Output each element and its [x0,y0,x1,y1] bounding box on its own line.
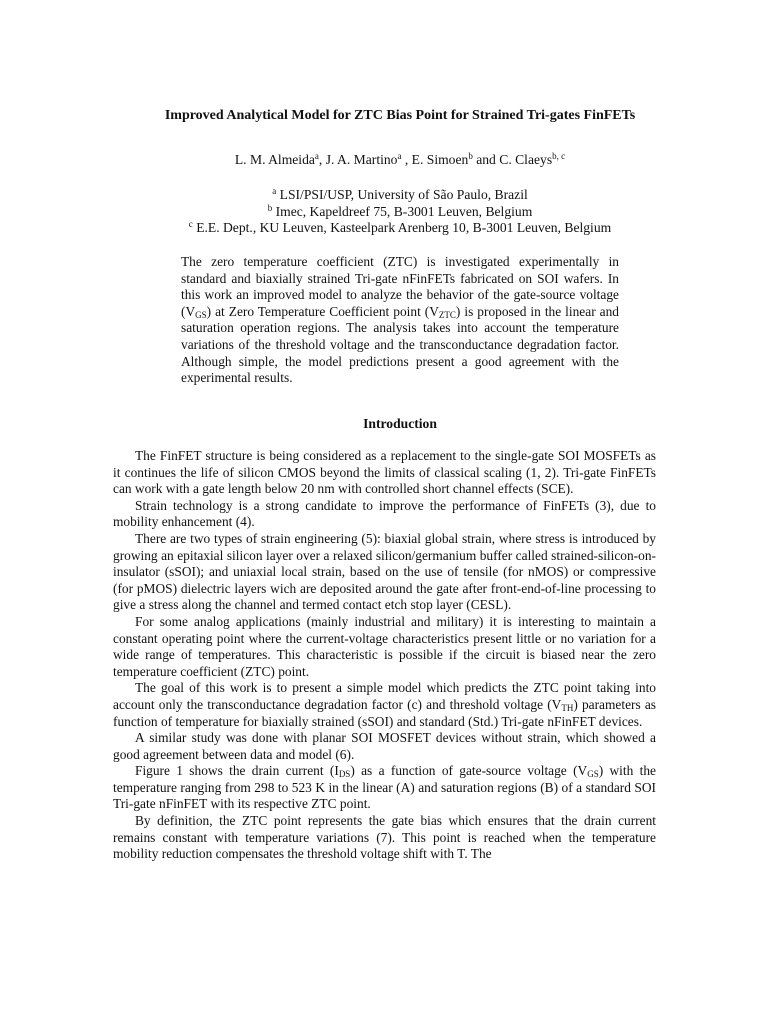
paragraph: A similar study was done with planar SOI MOSFET devices without strain, which showed a good agreement between data and model (6). [113,730,656,762]
author-separator: , [401,152,412,167]
author-affiliation-mark: b [468,151,473,161]
author-affiliation-mark: a [397,151,402,161]
affiliation-list [100,187,700,237]
affiliation-mark: a [272,186,277,196]
abstract [181,254,619,387]
author-affiliation-mark: a [314,151,319,161]
paragraph [113,763,656,813]
author-separator: and [472,152,500,167]
paragraph: The FinFET structure is being considered as a replacement to the single-gate SOI MOSFETs as it continues the life of silicon CMOS beyond the limits of classical scaling (1, 2). Tri-gate FinFETs can work with a gate length below 20 nm with controlled short channel effects (SCE). [113,448,656,497]
affiliation-mark: b [267,202,273,213]
paragraph-subscript: TH [561,702,574,713]
introduction-body [113,448,656,863]
abstract-text: ) at Zero Temperature Coefficient point (V [206,303,439,319]
author-separator: , [318,152,326,167]
affiliation-line [100,204,700,221]
paragraph-text: Figure 1 shows the drain current (I [135,763,339,779]
abstract-subscript: ZTC [438,309,456,320]
paper-title: Improved Analytical Model for ZTC Bias Point for Strained Tri-gates FinFETs [164,108,636,123]
paragraph-text: The goal of this work is to present a simple model which predicts the ZTC point taking into account only the transconductance degradation factor (c) and threshold voltage (V [113,680,656,712]
author-name: E. Simoen [411,152,469,167]
section-heading-introduction: Introduction [363,416,437,431]
paragraph: By definition, the ZTC point represents the gate bias which ensures that the drain current remains constant with temperature variations (7). This point is reached when the temperature mobility reduction compensates the threshold voltage shift with T. The [113,813,656,862]
paragraph-subscript: DS [338,769,351,780]
author-name: L. M. Almeida [234,152,315,167]
affiliation-text: LSI/PSI/USP, University of São Paulo, Brazil [279,187,528,202]
affiliation-mark: c [188,219,193,229]
paragraph-text: ) as a function of gate-source voltage (V [350,763,588,779]
paragraph: Strain technology is a strong candidate to improve the performance of FinFETs (3), due to mobility enhancement (4). [113,497,656,530]
affiliation-text: E.E. Dept., KU Leuven, Kasteelpark Arenberg 10, B-3001 Leuven, Belgium [196,220,612,235]
paragraph-text: ) with the temperature ranging from 298 to 523 K in the linear (A) and saturation regions (B) of a standard SOI Tri-gate nFinFET with its respective ZTC point. [113,763,656,812]
affiliation-line [100,187,700,204]
author-list [100,152,700,169]
author-name: C. Claeys [499,152,553,167]
paragraph: There are two types of strain engineering (5): biaxial global strain, where stress is introduced by growing an epitaxial silicon layer over a relaxed silicon/germanium buffer called strained-silicon-on-insulator (sSOI); and uniaxial local strain, based on the use of tensile (for nMOS) or compressive (for pMOS) dielectric layers wich are deposited around the gate after front-end-of-line processing to give a stress along the channel and termed contact etch stop layer (CESL). [113,530,656,613]
abstract-subscript: GS [195,309,207,320]
paragraph-text: ) parameters as function of temperature for biaxially strained (sSOI) and standard (Std.) Tri-gate nFinFET devices. [113,696,656,729]
affiliation-text: Imec, Kapeldreef 75, B-3001 Leuven, Belgium [275,203,533,219]
affiliation-line [100,220,700,237]
abstract-text: ) is proposed in the linear and saturation operation regions. The analysis takes into account the temperature variations of the threshold voltage and the transconductance degradation factor. Although simple, the model predictions present a good agreement with the experimental results. [181,303,619,386]
abstract-text: The zero temperature coefficient (ZTC) is investigated experimentally in standard and biaxially strained Tri-gate nFinFETs fabricated on SOI wafers. In this work an improved model to analyze the behavior of the gate-source voltage (V [181,254,619,319]
author-name: J. A. Martino [325,152,398,167]
author-affiliation-mark: b, c [552,151,566,161]
paragraph [113,680,656,730]
paragraph-subscript: GS [587,769,599,780]
paragraph: For some analog applications (mainly industrial and military) it is interesting to maintain a constant operating point where the current-voltage characteristics present little or no variation for a wide range of temperatures. This characteristic is possible if the circuit is biased near the zero temperature coefficient (ZTC) point. [113,613,656,679]
